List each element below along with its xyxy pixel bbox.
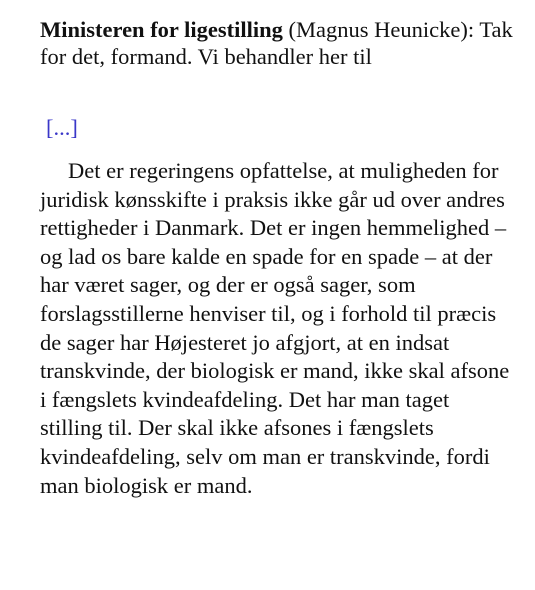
speech-paragraph: Det er regeringens opfattelse, at muligheden for juridisk kønsskifte i praksis ikke går ud over andres rettigheder i Danmark. Det er ingen hemmelighed – og lad os bare kalde en spade for en spade – at der har været sager, og der er også sager, som forslagsstillerne henviser til, og i forhold til præcis de sager har Højesteret jo afgjort, at en indsat transkvinde, der biologisk er mand, ikke skal afsone i fængslets kvindeafdeling. Det har man taget stilling til. Der skal ikke afsones i fængslets kvindeafdeling, selv om man er transkvinde, fordi man biologisk er mand.: [40, 158, 510, 498]
speaker-person: (Magnus Heunicke):: [288, 17, 475, 42]
document: [40, 16, 518, 500]
speech-intro: Tak for det, formand. Vi behandler her til: [40, 17, 513, 69]
speaker-title: Ministeren for ligestilling: [40, 17, 283, 42]
speaker-block: [40, 16, 518, 96]
expand-ellipsis-link[interactable]: [...]: [46, 115, 78, 140]
